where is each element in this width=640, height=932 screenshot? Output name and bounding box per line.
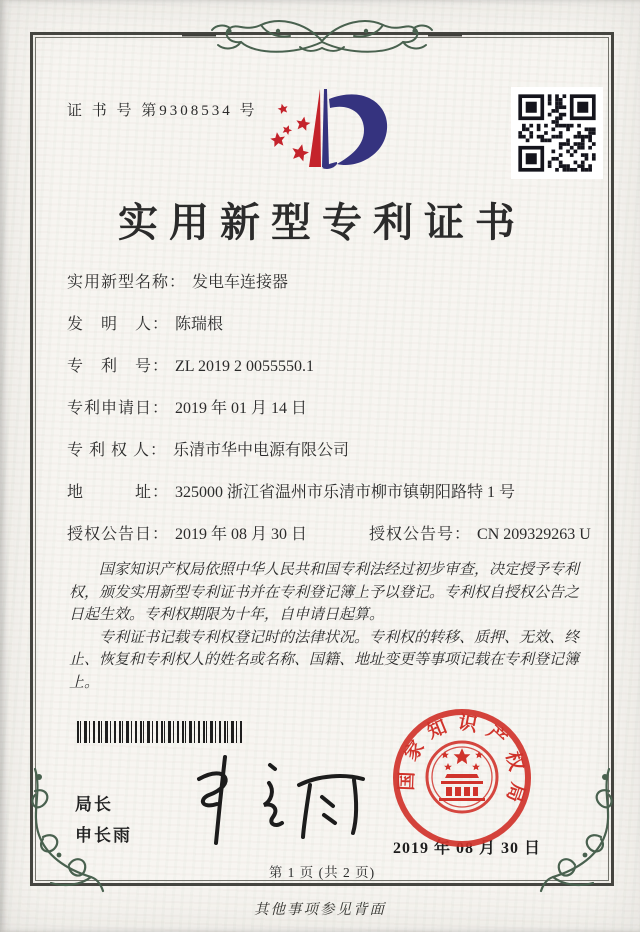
field-inventor: [67, 315, 583, 335]
national-emblem-icon: [427, 742, 497, 812]
certificate-number: 证 书 号 第9308534 号: [67, 103, 258, 119]
cnipa-logo-icon: [243, 73, 407, 185]
field-label: 授权公告日：: [67, 526, 170, 543]
field-value: 325000 浙江省温州市乐清市柳市镇朝阳路特 1 号: [175, 484, 516, 501]
legal-paragraph-2: 专利证书记载专利权登记时的法律状况。专利权的转移、质押、无效、终止、恢复和专利权人的姓名或名称、国籍、地址变更等事项记载在专利登记簿上。: [69, 629, 580, 691]
page-number: 第 1 页 (共 2 页): [268, 865, 376, 880]
top-border-ornament-icon: [182, 11, 462, 61]
legal-paragraph-1: 国家知识产权局依照中华人民共和国专利法经过初步审查，决定授予专利权，颁发实用新型专利证书并在专利登记簿上予以登记。专利权自授权公告之日起生效。专利权期限为十年，自申请日起算。: [69, 562, 580, 623]
field-label: 专利申请日：: [67, 400, 170, 417]
field-utility-model-name: [67, 273, 583, 293]
field-filing-date: [67, 399, 583, 419]
seal-date: 2019 年 08 月 30 日: [393, 840, 542, 857]
field-value: 2019 年 01 月 14 日: [175, 400, 308, 417]
field-label: 地 址：: [67, 484, 170, 501]
field-value: ZL 2019 2 0055550.1: [175, 358, 314, 375]
legal-text: [69, 559, 579, 694]
field-label: 实用新型名称：: [67, 274, 187, 291]
field-grant-number: [369, 526, 591, 543]
field-value: CN 209329263 U: [477, 526, 591, 543]
field-value: 2019 年 08 月 30 日: [175, 526, 308, 543]
field-value: 陈瑞根: [175, 316, 224, 333]
field-value: 发电车连接器: [192, 274, 289, 291]
certificate-title: 实用新型专利证书: [118, 200, 526, 245]
seal-text: 国家知识产权局: [396, 712, 529, 814]
handwritten-signature: [169, 749, 379, 853]
field-label: 专 利 权 人：: [67, 442, 168, 459]
commissioner-title: 局长: [75, 795, 113, 814]
commissioner-name: 申长雨: [75, 826, 132, 845]
field-label: 专 利 号：: [67, 358, 170, 375]
back-side-note: 其他事项参见背面: [254, 902, 386, 918]
field-list: [67, 273, 591, 567]
field-label: 授权公告号：: [369, 526, 472, 543]
field-patentee: [67, 441, 583, 461]
barcode: [77, 721, 245, 743]
field-patent-number: [67, 357, 583, 377]
field-value: 乐清市华中电源有限公司: [173, 442, 350, 459]
qr-code: [511, 87, 603, 179]
field-grant-dates: [67, 525, 591, 545]
certificate-frame: [30, 32, 614, 886]
commissioner-block: [75, 789, 132, 851]
field-address: [67, 483, 583, 503]
field-grant-date: [67, 526, 311, 543]
cnipa-round-seal-icon: [389, 705, 535, 851]
field-label: 发 明 人：: [67, 316, 170, 333]
